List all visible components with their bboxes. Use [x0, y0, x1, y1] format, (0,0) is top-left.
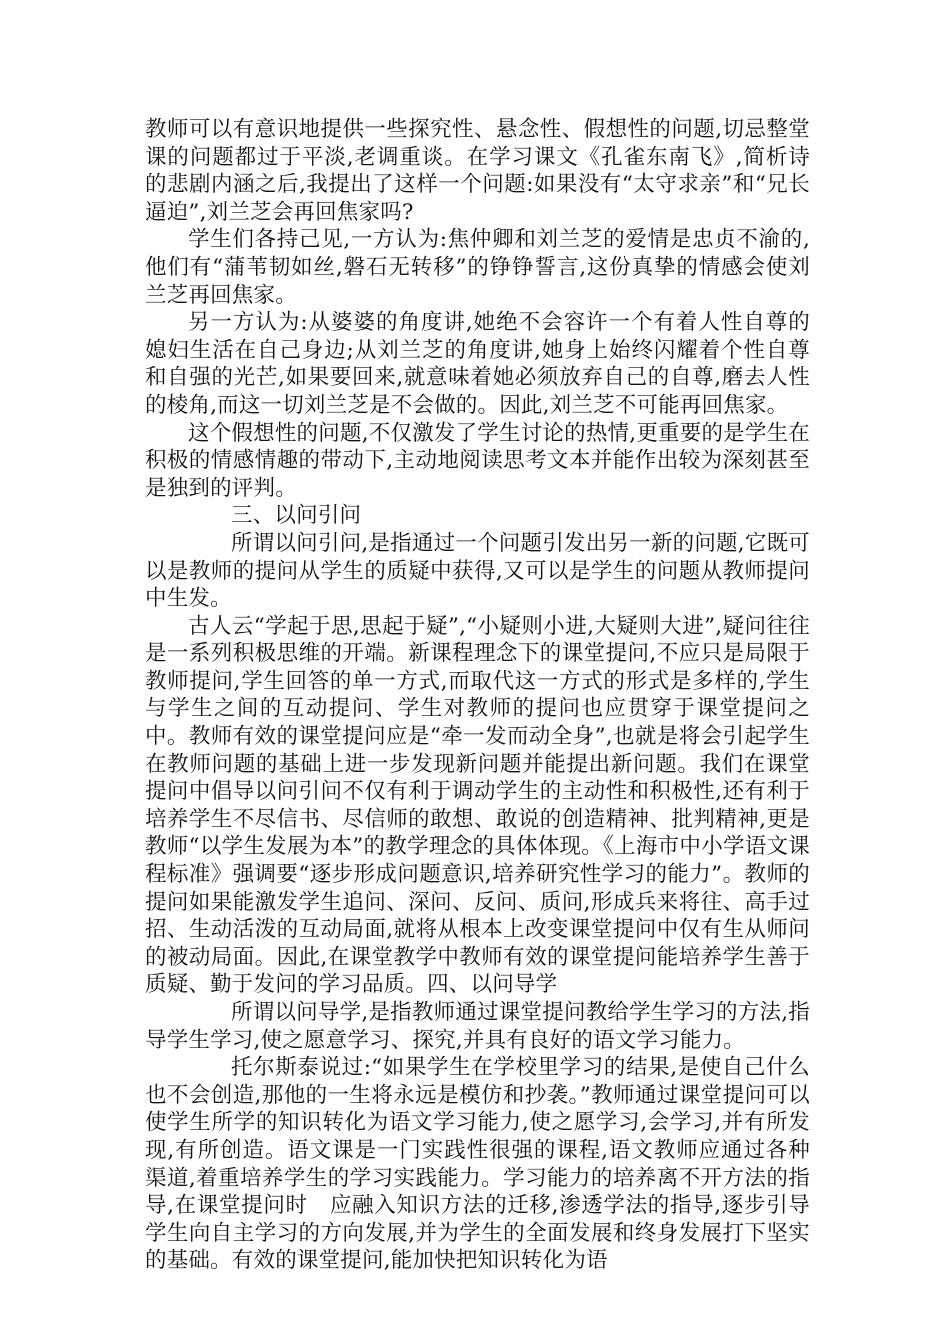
paragraph-hypothetical-question: 这个假想性的问题,不仅激发了学生讨论的热情,更重要的是学生在积极的情感情趣的带动下,主动地阅读思考文本并能作出较为深刻甚至是独到的评判。 — [145, 420, 810, 501]
section-heading-3: 三、以问引问 — [231, 503, 362, 529]
paragraph-ancient-saying: 古人云“学起于思,思起于疑”,“小疑则小进,大疑则大进”,疑问往往是一系列积极思维的开端。新课程理念下的课堂提问,不应只是局限于教师提问,学生回答的单一方式,而取代这一方式的形式是多样的,学生与学生之间的互动提问、学生对教师的提问也应贯穿于课堂提问之中。教师有效的课堂提问应是“牵一发而动全身”,也就是将会引起学生在教师问题的基础上进一步发现新问题并能提出新问题。我们在课堂提问中倡导以问引问不仅有利于调动学生的主动性和积极性,还有利于培养学生不尽信书、尽信师的敢想、敢说的创造精神、批判精神,更是教师“以学生发展为本”的教学理念的具体体现。《上海市中小学语文课程标准》强调要“逐步形成问题意识,培养研究性学习的能力”。教师的提问如果能激发学生追问、深问、反问、质问,形成兵来将往、高手过招、生动活泼的互动局面,就将从根本上改变课堂提问中仅有生从师问的被动局面。因此,在课堂教学中教师有效的课堂提问能培养学生善于质疑、勤于发问的学习品质。四、以问导学 — [145, 613, 810, 998]
paragraph-definition-4: 所谓以问导学,是指教师通过课堂提问教给学生学习的方法,指导学生学习,使之愿意学习、探究,并具有良好的语文学习能力。 — [145, 1000, 810, 1053]
paragraph-other-side: 另一方认为:从婆婆的角度讲,她绝不会容许一个有着人性自尊的媳妇生活在自己身边;从刘兰芝的角度讲,她身上始终闪耀着个性自尊和自强的光芒,如果要回来,就意味着她必须放弃自己的自尊,磨去人性的棱角,而这一切刘兰芝是不会做的。因此,刘兰芝不可能再回焦家。 — [145, 310, 810, 418]
paragraph-definition-3: 所谓以问引问,是指通过一个问题引发出另一新的问题,它既可以是教师的提问从学生的质疑中获得,又可以是学生的问题从教师提问中生发。 — [145, 530, 810, 612]
paragraph-tolstoy: 托尔斯泰说过:“如果学生在学校里学习的结果,是使自己什么也不会创造,那他的一生将永远是模仿和抄袭。”教师通过课堂提问可以使学生所学的知识转化为语文学习能力,使之愿学习,会学习,并有所发现,有所创造。语文课是一门实践性很强的课程,语文教师应通过各种渠道,着重培养学生的学习实践能力。学习能力的培养离不开方法的指导,在课堂提问时 应融入知识方法的迁移,渗透学法的指导,逐步引导学生向自主学习的方向发展,并为学生的全面发展和终身发展打下坚实的基础。有效的课堂提问,能加快把知识转化为语 — [145, 1055, 810, 1274]
paragraph-continuation: 教师可以有意识地提供一些探究性、悬念性、假想性的问题,切忌整堂课的问题都过于平淡,老调重谈。在学习课文《孔雀东南飞》,简析诗的悲剧内涵之后,我提出了这样一个问题:如果没有“太守求亲”和“兄长逼迫”,刘兰芝会再回焦家吗? — [145, 117, 810, 225]
paragraph-student-views: 学生们各持己见,一方认为:焦仲卿和刘兰芝的爱情是忠贞不渝的,他们有“蒲苇韧如丝,磐石无转移”的铮铮誓言,这份真挚的情感会使刘兰芝再回焦家。 — [145, 227, 810, 308]
document-body — [145, 116, 810, 1275]
